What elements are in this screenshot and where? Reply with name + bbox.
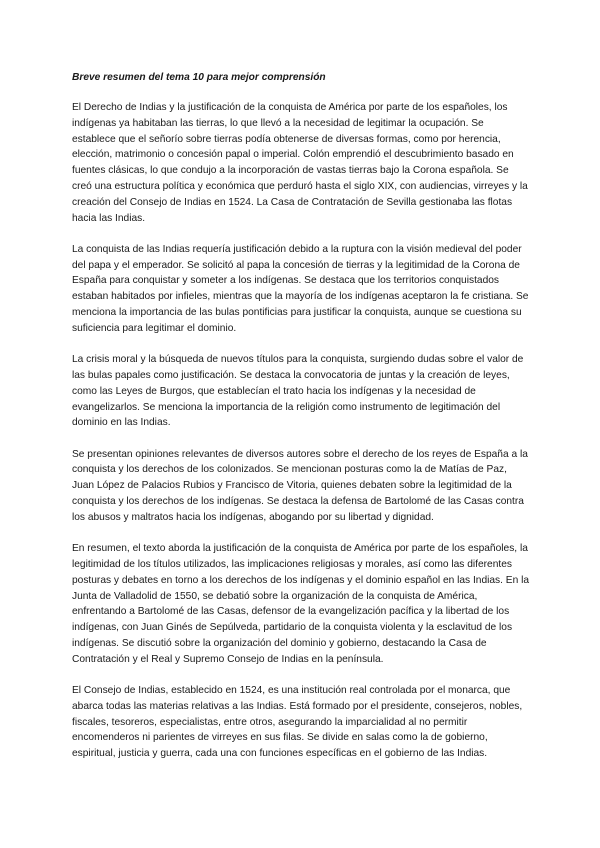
paragraph-3: La crisis moral y la búsqueda de nuevos títulos para la conquista, surgiendo dudas sobre el valor de las bulas papales como justificación. Se destaca la convocatoria de juntas y la creación de leyes, como las Leyes de Burgos, que establecían el trato hacia los indígenas y la necesidad de evangelizarlos. Se menciona la importancia de la religión como instrumento de legitimación del dominio en las Indias. — [72, 354, 524, 429]
paragraph-2: La conquista de las Indias requería justificación debido a la ruptura con la visión medieval del poder del papa y el emperador. Se solicitó al papa la concesión de tierras y la legitimidad de la Corona de España para conquistar y someter a los indígenas. Se destaca que los territorios conquistados estaban habitados por infieles, mientras que la mayoría de los indígenas aceptaron la fe cristiana. Se menciona la importancia de las bulas pontificias para justificar la conquista, aunque se cuestiona su suficiencia para legitimar el dominio. — [72, 243, 529, 334]
paragraph-6: El Consejo de Indias, establecido en 1524, es una institución real controlada por el monarca, que abarca todas las materias relativas a las Indias. Está formado por el presidente, consejeros, nobles, fiscales, tesoreros, especialistas, entre otros, asegurando la imparcialidad al no permitir encomenderos ni parientes de virreyes en sus filas. Se divide en salas como la de gobierno, espiritual, justicia y guerra, cada una con funciones específicas en el gobierno de las Indias. — [72, 685, 523, 760]
paragraph-1: El Derecho de Indias y la justificación de la conquista de América por parte de los españoles, los indígenas ya habitaban las tierras, lo que llevó a la necesidad de legitimar la ocupación. Se establece que el señorío sobre tierras podía obtenerse de diversas formas, como por herencia, elección, matrimonio o concesión papal o imperial. Colón emprendió el descubrimiento basado en fuentes clásicas, lo que condujo a la incorporación de vastas tierras bajo la Corona española. Se creó una estructura política y económica que perduró hasta el siglo XIX, con audiencias, virreyes y la creación del Consejo de Indias en 1524. La Casa de Contratación de Sevilla gestionaba las flotas hacia las Indias. — [72, 102, 528, 224]
document-body — [72, 70, 530, 777]
paragraph-4: Se presentan opiniones relevantes de diversos autores sobre el derecho de los reyes de España a la conquista y los derechos de los colonizados. Se mencionan posturas como la de Matías de Paz, Juan López de Palacios Rubios y Francisco de Vitoria, quienes debaten sobre la legitimidad de la conquista y los derechos de los indígenas. Se destaca la defensa de Bartolomé de las Casas contra los abusos y maltratos hacia los indígenas, abogando por su libertad y dignidad. — [72, 448, 528, 523]
document-title: Breve resumen del tema 10 para mejor comprensión — [72, 72, 326, 83]
paragraph-5: En resumen, el texto aborda la justificación de la conquista de América por parte de los españoles, la legitimidad de los títulos utilizados, las implicaciones religiosas y morales, así como las diferentes posturas y debates en torno a los derechos de los indígenas y el dominio español en las Indias. En la Junta de Valladolid de 1550, se debatió sobre la organización de la conquista de América, enfrentando a Bartolomé de las Casas, defensor de la evangelización pacífica y la libertad de los indígenas, con Juan Ginés de Sepúlveda, partidario de la conquista violenta y la esclavitud de los indígenas. Se discutió sobre la organización del dominio y gobierno, destacando la Casa de Contratación y el Real y Supremo Consejo de Indias en la península. — [72, 543, 530, 665]
